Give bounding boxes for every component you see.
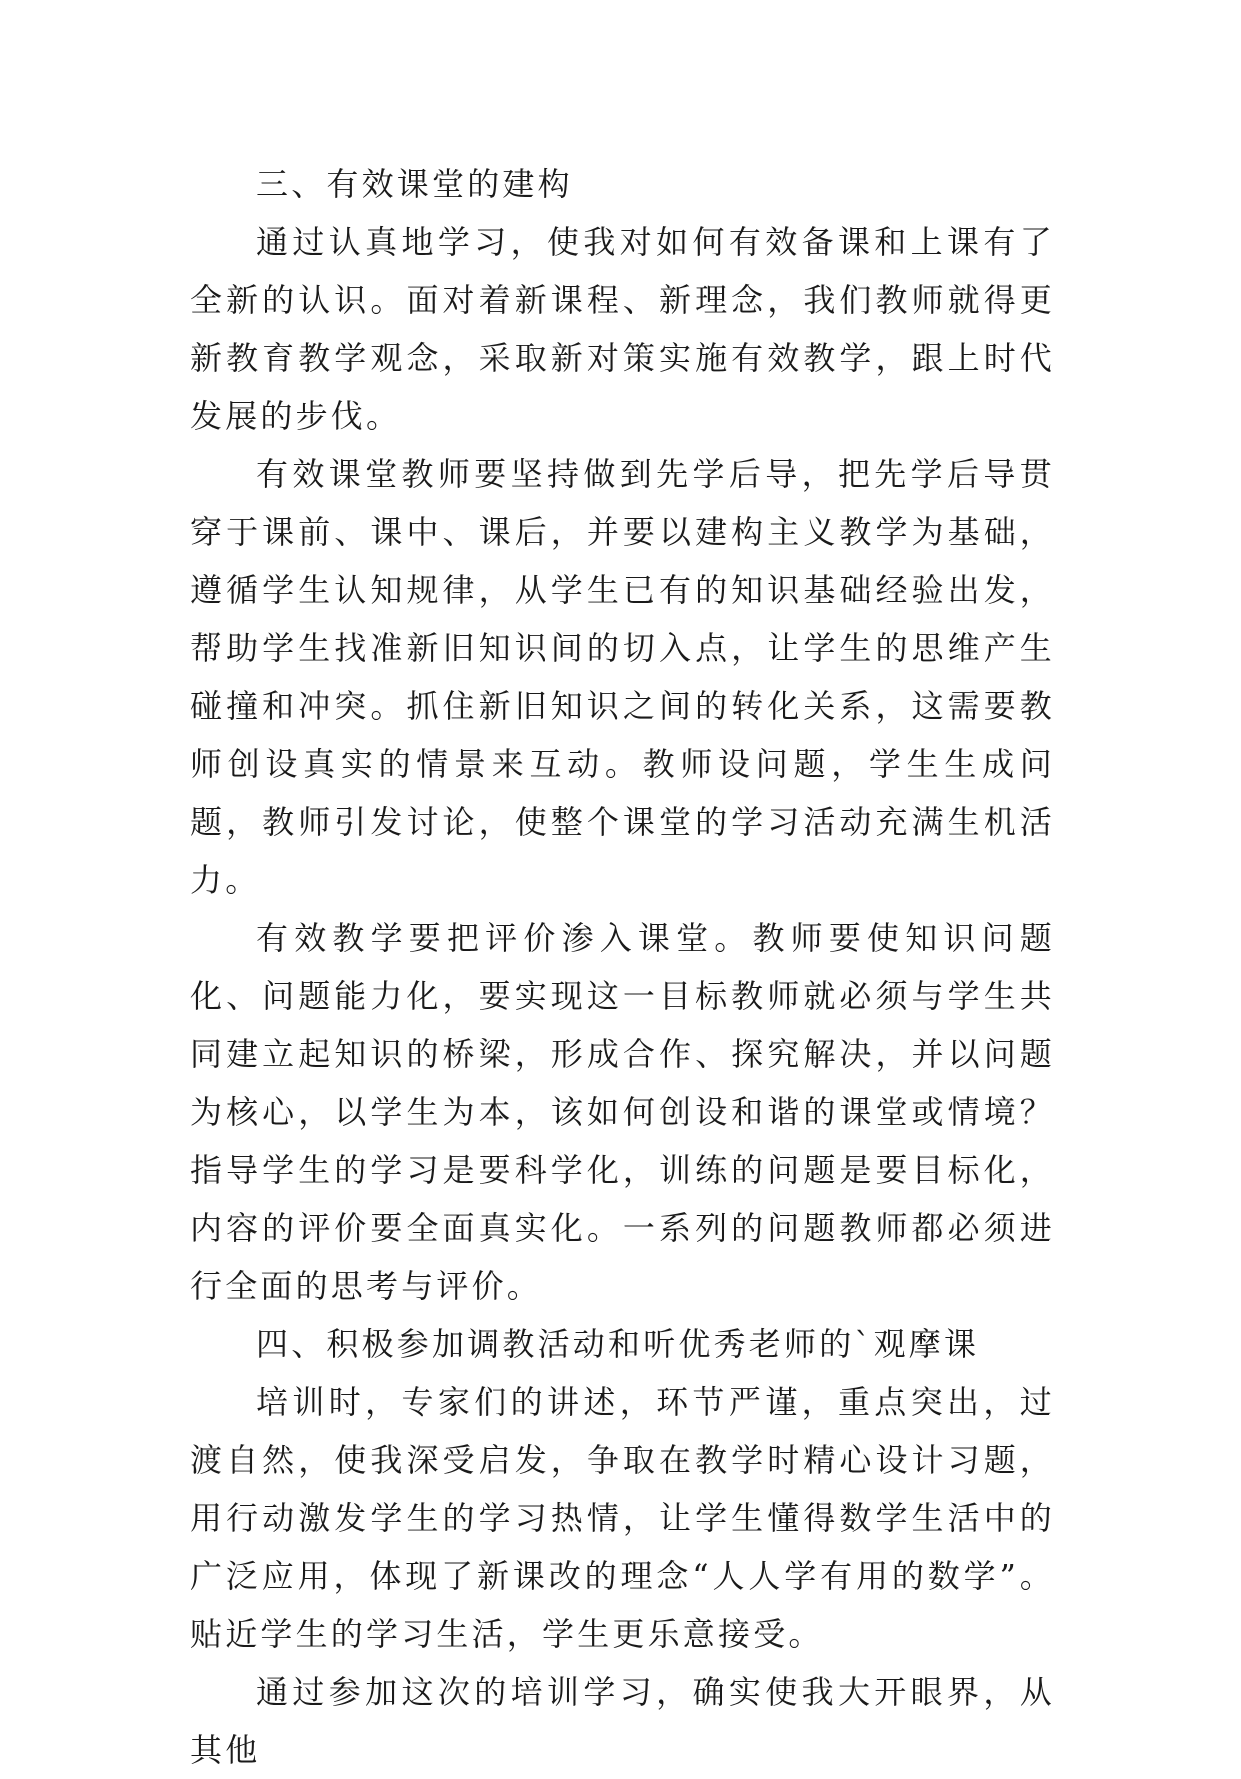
document-body	[190, 155, 1055, 1779]
section-heading-4: 四、积极参加调教活动和听优秀老师的`观摩课	[256, 1325, 980, 1363]
paragraph: 有效课堂教师要坚持做到先学后导，把先学后导贯穿于课前、课中、课后，并要以建构主义教学为基础，遵循学生认知规律，从学生已有的知识基础经验出发，帮助学生找准新旧知识间的切入点，让学生的思维产生碰撞和冲突。抓住新旧知识之间的转化关系，这需要教师创设真实的情景来互动。教师设问题，学生生成问题，教师引发讨论，使整个课堂的学习活动充满生机活力。	[190, 455, 1055, 899]
paragraph: 通过认真地学习，使我对如何有效备课和上课有了全新的认识。面对着新课程、新理念，我们教师就得更新教育教学观念，采取新对策实施有效教学，跟上时代发展的步伐。	[190, 223, 1055, 435]
paragraph: 培训时，专家们的讲述，环节严谨，重点突出，过渡自然，使我深受启发，争取在教学时精心设计习题，用行动激发学生的学习热情，让学生懂得数学生活中的广泛应用，体现了新课改的理念“人人学有用的数学”。贴近学生的学习生活，学生更乐意接受。	[190, 1383, 1055, 1653]
paragraph: 有效教学要把评价渗入课堂。教师要使知识问题化、问题能力化，要实现这一目标教师就必须与学生共同建立起知识的桥梁，形成合作、探究解决，并以问题为核心，以学生为本，该如何创设和谐的课堂或情境？指导学生的学习是要科学化，训练的问题是要目标化，内容的评价要全面真实化。一系列的问题教师都必须进行全面的思考与评价。	[190, 919, 1055, 1305]
section-heading-3: 三、有效课堂的建构	[256, 165, 573, 203]
paragraph: 通过参加这次的培训学习，确实使我大开眼界，从其他	[190, 1673, 1055, 1769]
